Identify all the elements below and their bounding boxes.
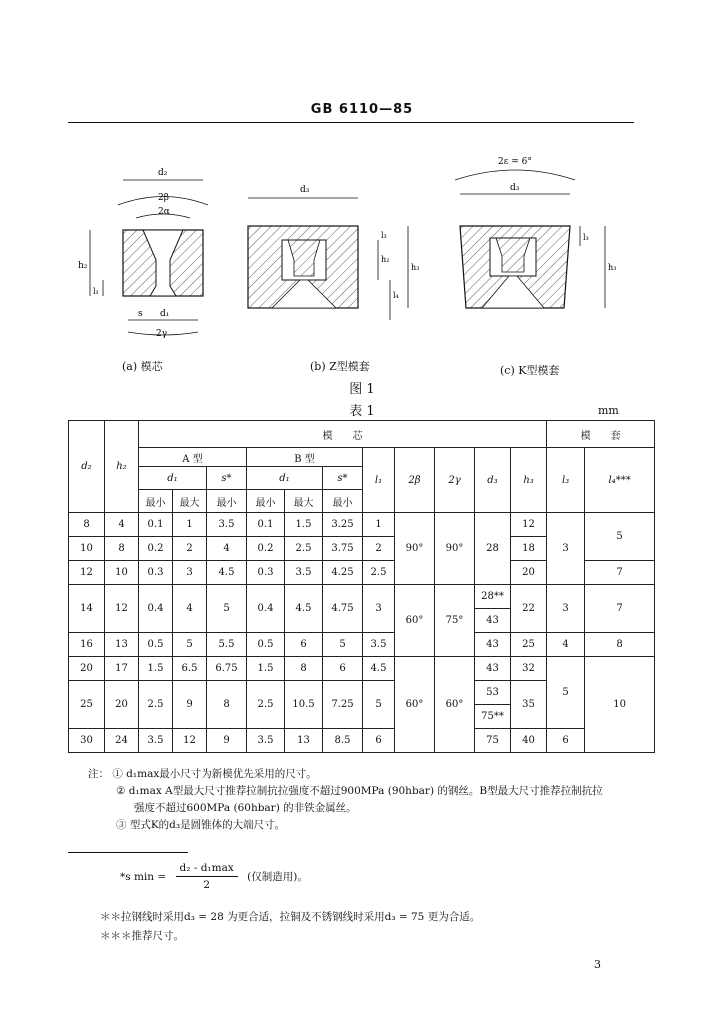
col-a-d1: d₁ [139, 467, 207, 490]
l3-group-1: 3 [547, 513, 585, 585]
dim-d3: d₃ [510, 183, 520, 193]
formula-lhs: *s min = [120, 870, 167, 883]
table-cell: 18 [511, 537, 547, 561]
table-cell: 8 [585, 633, 655, 657]
table-cell: 16 [69, 633, 105, 657]
note-2b: 强度不超过600MPa (60hbar) 的非铁金属丝。 [134, 802, 357, 814]
table-cell: 0.1 [139, 513, 173, 537]
table-cell: 7 [585, 561, 655, 585]
gamma-group-3: 60° [435, 657, 475, 753]
table-cell: 17 [105, 657, 139, 681]
table-cell: 7 [585, 585, 655, 633]
table-cell: 6.75 [207, 657, 247, 681]
figure-label: 图 1 [349, 382, 375, 397]
dim-two-beta: 2β [158, 193, 169, 203]
dim-d2: d₂ [158, 168, 168, 178]
table-cell: 3.5 [139, 729, 173, 753]
dim-h2: h₂ [78, 261, 88, 271]
beta-group-3: 60° [395, 657, 435, 753]
page-number: 3 [594, 958, 601, 971]
s-min-formula [120, 862, 308, 891]
table-cell: 13 [105, 633, 139, 657]
table-cell: 2.5 [139, 681, 173, 729]
dim-l1: l₁ [93, 287, 99, 296]
table-cell: 12 [173, 729, 207, 753]
col-b-s-min: 最小 [323, 490, 363, 513]
table-cell: 6.5 [173, 657, 207, 681]
col-two-beta: 2β [395, 448, 435, 513]
table-cell: 9 [173, 681, 207, 729]
table-unit: mm [598, 404, 619, 417]
table-cell: 1 [173, 513, 207, 537]
table-cell: 75** [475, 705, 511, 729]
table-cell: 8 [285, 657, 323, 681]
header-die-sleeve: 模 套 [547, 421, 655, 448]
gamma-group-1: 90° [435, 513, 475, 585]
table-label: 表 1 [349, 404, 375, 419]
table-cell: 2.5 [285, 537, 323, 561]
table-cell: 3 [363, 585, 395, 633]
table-cell: 3 [547, 585, 585, 633]
dim-l3: l₃ [583, 233, 589, 242]
figure-a-die-core [78, 160, 238, 340]
table-cell: 43 [475, 609, 511, 633]
formula-note: (仅制造用)。 [247, 871, 308, 883]
table-cell: 30 [69, 729, 105, 753]
table-cell: 4.5 [363, 657, 395, 681]
table-cell: 5 [547, 657, 585, 729]
table-cell: 0.4 [247, 585, 285, 633]
table-cell: 0.4 [139, 585, 173, 633]
formula-numerator: d₂ - d₁max [176, 862, 238, 877]
table-cell: 6 [547, 729, 585, 753]
dim-l3: l₃ [381, 231, 387, 240]
col-b-d1-min: 最小 [247, 490, 285, 513]
dim-l4: l₄ [393, 291, 399, 300]
col-two-gamma: 2γ [435, 448, 475, 513]
dim-taper: 2ε = 6° [498, 157, 532, 167]
footnotes [100, 908, 480, 946]
footnote-2: ＊＊拉钢线时采用d₃ = 28 为更合适，拉铜及不锈钢线时采用d₃ = 75 更为合适。 [100, 911, 481, 923]
table-cell: 8 [207, 681, 247, 729]
footnote-rule [68, 852, 188, 853]
table-cell: 22 [511, 585, 547, 633]
dim-h3: h₃ [411, 263, 420, 272]
table-cell: 12 [511, 513, 547, 537]
col-h2: h₂ [105, 421, 139, 513]
table-cell: 25 [69, 681, 105, 729]
table-cell: 28** [475, 585, 511, 609]
table-cell: 1.5 [139, 657, 173, 681]
table-cell: 4 [547, 633, 585, 657]
header-rule [68, 122, 634, 123]
table-cell: 12 [69, 561, 105, 585]
dim-d3: d₃ [300, 185, 310, 195]
table-cell: 2.5 [247, 681, 285, 729]
gamma-group-2: 75° [435, 585, 475, 657]
table-cell: 13 [285, 729, 323, 753]
table-cell: 0.2 [139, 537, 173, 561]
table-cell: 7.25 [323, 681, 363, 729]
table-row [69, 657, 655, 681]
document-header: GB 6110—85 [310, 102, 414, 117]
table-row [69, 729, 655, 753]
table-cell: 3.5 [207, 513, 247, 537]
col-l3: l₃ [547, 448, 585, 513]
col-a-s: s* [207, 467, 247, 490]
table-cell: 10 [585, 657, 655, 753]
table-cell: 20 [511, 561, 547, 585]
table-cell: 6 [323, 657, 363, 681]
table-cell: 0.3 [139, 561, 173, 585]
table-row [69, 585, 655, 609]
table-cell: 1 [363, 513, 395, 537]
table-cell: 2.5 [363, 561, 395, 585]
table-cell: 75 [475, 729, 511, 753]
table-cell: 3.75 [323, 537, 363, 561]
table-cell: 35 [511, 681, 547, 729]
table-cell: 2 [173, 537, 207, 561]
table-cell: 8 [105, 537, 139, 561]
notes-prefix: 注： [88, 768, 109, 780]
col-b-s: s* [323, 467, 363, 490]
dim-h2: h₂ [381, 255, 390, 264]
table-cell: 12 [105, 585, 139, 633]
table-cell: 20 [105, 681, 139, 729]
table-cell: 3.25 [323, 513, 363, 537]
beta-group-2: 60° [395, 585, 435, 657]
col-l4: l₄*** [585, 448, 655, 513]
col-a-d1-min: 最小 [139, 490, 173, 513]
table-cell: 43 [475, 657, 511, 681]
col-b-d1: d₁ [247, 467, 323, 490]
figure-c-k-sleeve [440, 150, 630, 330]
table-cell: 6 [285, 633, 323, 657]
header-die-core: 模 芯 [139, 421, 547, 448]
table-cell: 0.5 [139, 633, 173, 657]
table-cell: 6 [363, 729, 395, 753]
table-cell: 10.5 [285, 681, 323, 729]
table-cell: 3 [173, 561, 207, 585]
header-type-a: A 型 [139, 448, 247, 467]
table-cell: 3.5 [247, 729, 285, 753]
table-cell: 2 [363, 537, 395, 561]
table-row [69, 633, 655, 657]
dim-two-gamma: 2γ [156, 329, 168, 339]
table-cell: 10 [105, 561, 139, 585]
col-a-s-min: 最小 [207, 490, 247, 513]
header-type-b: B 型 [247, 448, 363, 467]
dim-h3: h₃ [608, 263, 617, 272]
l4-group-1: 5 [585, 513, 655, 561]
col-d2: d₂ [69, 421, 105, 513]
table-cell: 4.5 [207, 561, 247, 585]
table-cell: 24 [105, 729, 139, 753]
dim-s: s [138, 309, 143, 319]
table-cell: 4 [173, 585, 207, 633]
col-b-d1-max: 最大 [285, 490, 323, 513]
table-notes [88, 766, 648, 834]
table-cell: 8.5 [323, 729, 363, 753]
table-cell: 0.1 [247, 513, 285, 537]
dimension-table [68, 420, 655, 753]
note-2a: ② d₁max A型最大尺寸推荐拉制抗拉强度不超过900MPa (90hbar) 的钢丝。B型最大尺寸推荐拉制抗拉 [116, 785, 603, 797]
table-cell: 40 [511, 729, 547, 753]
beta-group-1: 90° [395, 513, 435, 585]
figure-b-z-sleeve [238, 170, 428, 330]
table-cell: 4.25 [323, 561, 363, 585]
table-cell: 4.75 [323, 585, 363, 633]
figure-a-caption: (a) 模芯 [122, 360, 163, 373]
table-cell: 0.2 [247, 537, 285, 561]
table-cell: 4.5 [285, 585, 323, 633]
col-a-d1-max: 最大 [173, 490, 207, 513]
col-h3: h₃ [511, 448, 547, 513]
dim-two-alpha: 2α [158, 207, 170, 217]
figure-c-caption: (c) K型模套 [500, 364, 560, 377]
table-cell: 14 [69, 585, 105, 633]
table-cell: 5 [363, 681, 395, 729]
table-cell: 1.5 [247, 657, 285, 681]
table-cell: 3.5 [363, 633, 395, 657]
table-cell: 5 [323, 633, 363, 657]
footnote-3: ＊＊＊推荐尺寸。 [100, 930, 184, 942]
dim-d1: d₁ [160, 309, 170, 319]
note-3: ③ 型式K的d₃是圆锥体的大端尺寸。 [116, 819, 286, 831]
table-cell: 1.5 [285, 513, 323, 537]
formula-denominator: 2 [203, 879, 210, 891]
table-cell: 3.5 [285, 561, 323, 585]
table-cell: 8 [69, 513, 105, 537]
figure-b-caption: (b) Z型模套 [310, 360, 370, 373]
col-d3: d₃ [475, 448, 511, 513]
table-cell: 0.5 [247, 633, 285, 657]
table-cell: 32 [511, 657, 547, 681]
table-cell: 53 [475, 681, 511, 705]
table-cell: 25 [511, 633, 547, 657]
d3-28: 28 [475, 513, 511, 585]
table-cell: 5.5 [207, 633, 247, 657]
table-cell: 43 [475, 633, 511, 657]
note-1: ① d₁max最小尺寸为新模优先采用的尺寸。 [112, 768, 317, 780]
table-cell: 20 [69, 657, 105, 681]
table-cell: 4 [207, 537, 247, 561]
table-cell: 4 [105, 513, 139, 537]
table-cell: 9 [207, 729, 247, 753]
table-cell: 5 [173, 633, 207, 657]
table-row [69, 513, 655, 537]
table-cell: 10 [69, 537, 105, 561]
col-l1: l₁ [363, 448, 395, 513]
table-cell: 5 [207, 585, 247, 633]
table-cell: 0.3 [247, 561, 285, 585]
